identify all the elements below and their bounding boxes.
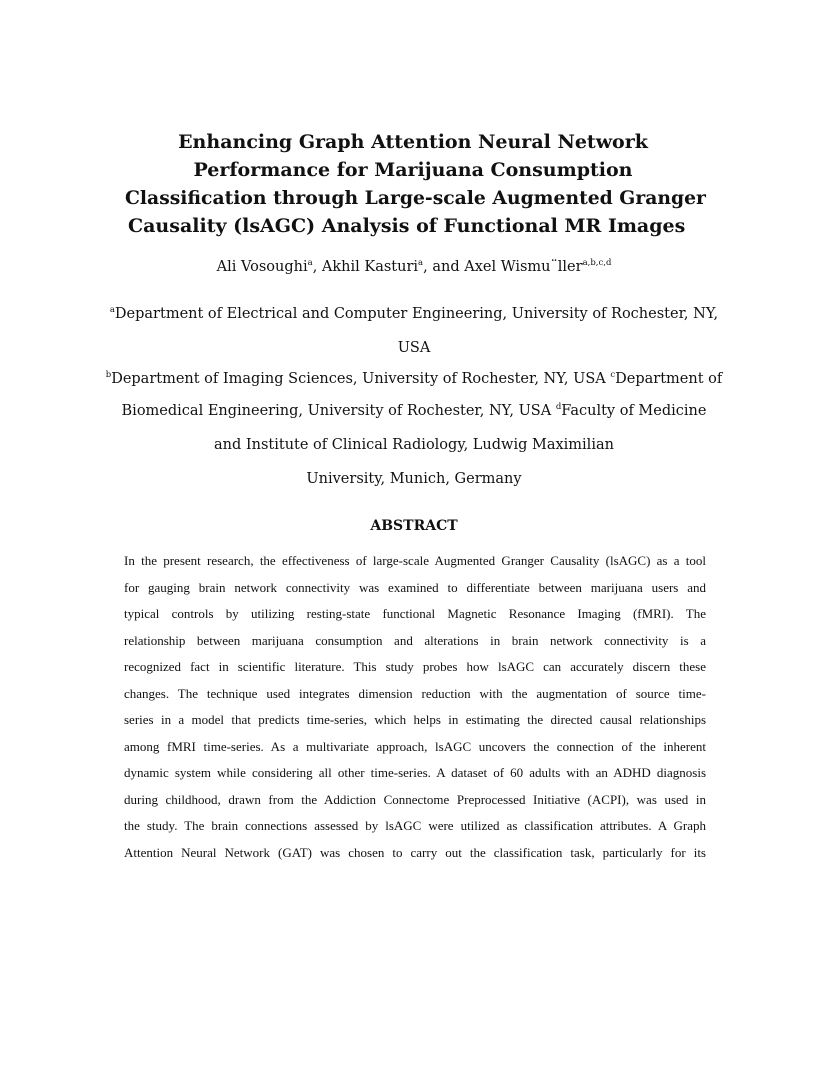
author-name: Ali Vosoughi: [216, 259, 308, 275]
abstract-line: recognized fact in scientific literature. This study probes how lsAGC can accurately discern these: [124, 659, 706, 674]
abstract-line: Attention Neural Network (GAT) was chosen to carry out the classification task, particularly for its: [124, 844, 706, 860]
author-affiliation-mark: a: [418, 258, 424, 268]
abstract-line: changes. The technique used integrates dimension reduction with the augmentation of source time-: [124, 685, 706, 701]
author-name: Axel Wismu¨ller: [464, 259, 583, 275]
title-line: Classification through Large-scale Augmented Granger: [125, 187, 706, 209]
paper-title: [118, 128, 708, 240]
affiliation-line: [100, 403, 728, 419]
author-separator: , and: [423, 259, 465, 275]
affiliation-mark: b: [105, 370, 112, 380]
abstract-heading: ABSTRACT: [370, 518, 458, 534]
title-line: Performance for Marijuana Consumption: [193, 159, 633, 181]
affiliation-text: Faculty of Medicine: [561, 403, 707, 419]
abstract-line: among fMRI time-series. As a multivariate approach, lsAGC uncovers the connection of the inherent: [124, 738, 706, 754]
affiliation-line: [100, 437, 728, 453]
abstract-line: during childhood, drawn from the Addiction Connectome Preprocessed Initiative (ACPI), was used in: [124, 791, 706, 807]
affiliation-text: Department of Imaging Sciences, University of Rochester, NY, USA: [111, 371, 611, 387]
abstract-line: for gauging brain network connectivity was examined to differentiate between marijuana users and: [124, 579, 706, 595]
affiliation-mark: c: [610, 370, 616, 380]
affiliation-text: Department of Electrical and Computer Engineering, University of Rochester, NY,: [114, 306, 719, 322]
affiliation-mark: d: [555, 402, 562, 412]
title-line: Causality (lsAGC) Analysis of Functional MR Images: [128, 215, 686, 237]
affiliation-line: [100, 340, 728, 356]
affiliation-text: USA: [397, 340, 431, 356]
abstract-line: In the present research, the effectiveness of large-scale Augmented Granger Causality (lsAGC) as a tool: [124, 553, 706, 568]
affiliation-text: University, Munich, Germany: [306, 471, 522, 487]
affiliation-text: and Institute of Clinical Radiology, Ludwig Maximilian: [214, 437, 614, 453]
author-list: [100, 259, 728, 275]
abstract-line: series in a model that predicts time-series, which helps in estimating the directed causal relationships: [124, 712, 706, 727]
abstract-body: [124, 548, 706, 866]
affiliation-line: [100, 371, 728, 387]
affiliation-text: Biomedical Engineering, University of Rochester, NY, USA: [121, 403, 556, 419]
abstract-line: relationship between marijuana consumption and alterations in brain network connectivity is a: [124, 632, 706, 648]
author-affiliation-mark: a: [307, 258, 313, 268]
author-name: Akhil Kasturi: [321, 259, 419, 275]
author-separator: ,: [312, 259, 322, 275]
abstract-line: typical controls by utilizing resting-state functional Magnetic Resonance Imaging (fMRI). The: [124, 606, 706, 621]
affiliation-text: Department of: [615, 371, 723, 387]
affiliation-mark: a: [109, 305, 115, 315]
abstract-line: dynamic system while considering all other time-series. A dataset of 60 adults with an ADHD diagnosis: [124, 765, 706, 780]
affiliation-line: [100, 471, 728, 487]
title-line: Enhancing Graph Attention Neural Network: [178, 131, 648, 153]
author-affiliation-mark: a,b,c,d: [582, 258, 612, 268]
abstract-line: the study. The brain connections assessed by lsAGC were utilized as classification attributes. A Graph: [124, 818, 706, 833]
affiliation-line: [100, 306, 728, 322]
